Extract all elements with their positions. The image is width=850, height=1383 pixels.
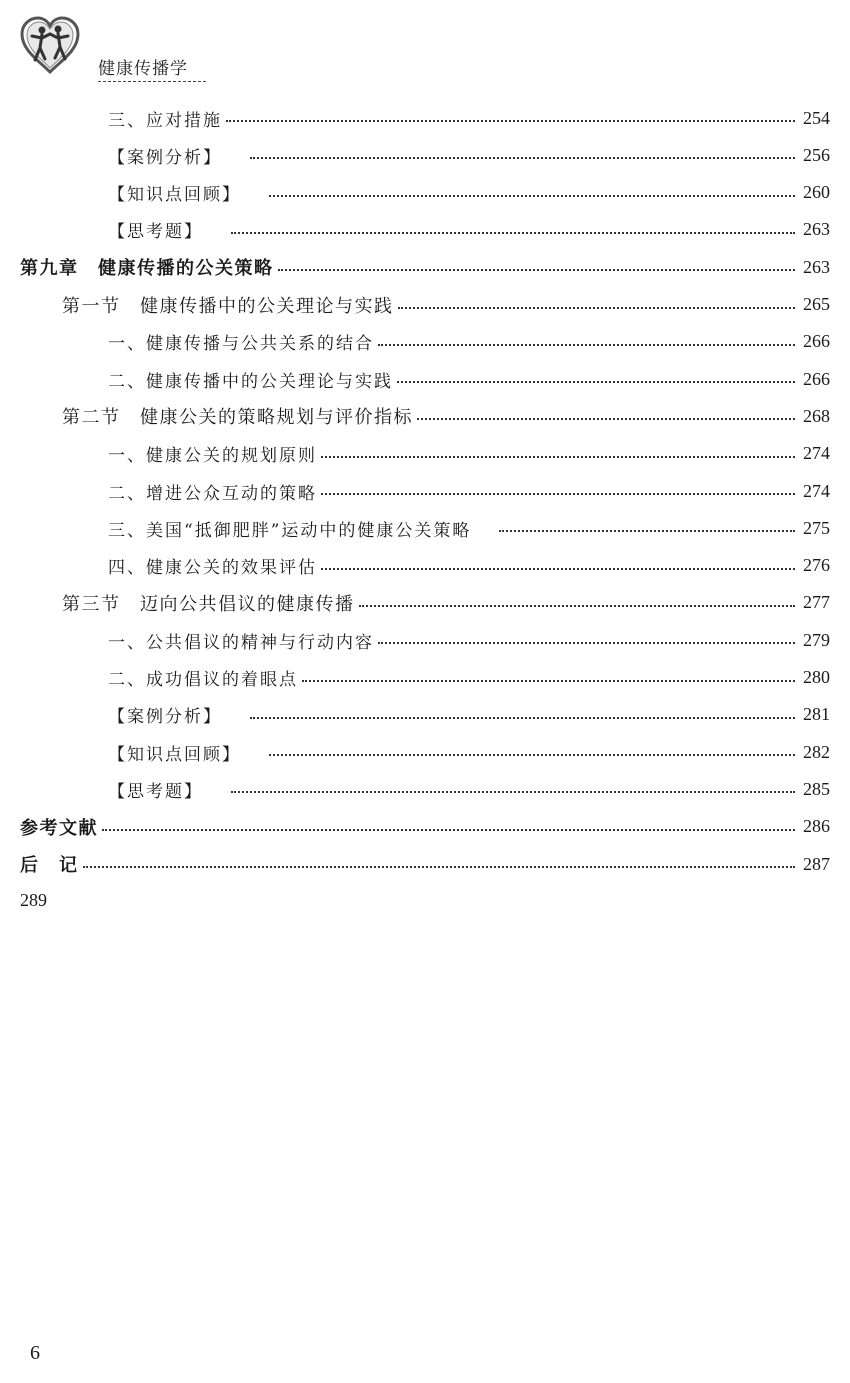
toc-entry-item bbox=[108, 737, 830, 767]
toc-entry-section bbox=[62, 290, 830, 320]
toc-entry-item bbox=[108, 774, 830, 804]
toc-dot-leader bbox=[499, 530, 795, 532]
toc-entry-page-number: 256 bbox=[803, 144, 830, 165]
toc-entry-item bbox=[108, 140, 830, 170]
toc-dot-leader bbox=[226, 120, 795, 122]
toc-entry-page-number: 282 bbox=[803, 741, 830, 762]
toc-dot-leader bbox=[321, 568, 795, 570]
toc-entry-page-number: 265 bbox=[803, 294, 830, 314]
toc-entry-label: 二、增进公众互动的策略 bbox=[108, 483, 317, 504]
toc-dot-leader bbox=[231, 232, 795, 234]
toc-dot-leader bbox=[321, 456, 795, 458]
toc-entry-label: 【知识点回顾】 bbox=[108, 185, 241, 206]
toc-dot-leader bbox=[378, 344, 795, 346]
toc-entry-page-number: 274 bbox=[803, 443, 830, 464]
toc-entry-page-number: 263 bbox=[803, 219, 830, 240]
running-header bbox=[18, 16, 218, 80]
toc-dot-leader bbox=[378, 642, 795, 644]
toc-entry-item bbox=[108, 625, 830, 655]
toc-entry-page-number: 276 bbox=[803, 555, 830, 576]
toc-entry-label: 【案例分析】 bbox=[108, 707, 222, 728]
toc-entry-label: 【知识点回顾】 bbox=[108, 744, 241, 765]
toc-dot-leader bbox=[321, 493, 795, 495]
toc-dot-leader bbox=[231, 791, 795, 793]
toc-entry-page-number: 266 bbox=[803, 368, 830, 389]
toc-entry-label: 四、健康公关的效果评估 bbox=[108, 558, 317, 579]
toc-entry-page-number: 280 bbox=[803, 667, 830, 687]
toc-entry-item bbox=[108, 551, 830, 581]
toc-entry-label: 三、美国“抵御肥胖”运动中的健康公关策略 bbox=[108, 520, 472, 541]
toc-entry-page-number: 277 bbox=[803, 592, 830, 613]
toc-entry-label: 一、健康传播与公共关系的结合 bbox=[108, 334, 374, 355]
toc-dot-leader bbox=[302, 680, 795, 682]
toc-entry-page-number: 275 bbox=[803, 517, 830, 538]
toc-entry-label: 第三节 迈向公共倡议的健康传播 bbox=[62, 593, 355, 615]
toc-entry-page-number: 254 bbox=[803, 107, 830, 128]
toc-entry-page-number: 274 bbox=[803, 480, 830, 501]
toc-entry-page-number: 266 bbox=[803, 331, 830, 352]
toc-entry-chapter bbox=[20, 252, 830, 282]
toc-entry-page-number: 260 bbox=[803, 182, 830, 203]
toc-dot-leader bbox=[417, 418, 795, 420]
toc-entry-page-number: 285 bbox=[803, 778, 830, 799]
toc-entry-label: 【思考题】 bbox=[108, 222, 203, 243]
toc-dot-leader bbox=[250, 717, 795, 719]
toc-entry-section bbox=[62, 588, 830, 618]
toc-entry-section bbox=[62, 401, 830, 431]
toc-entry-item bbox=[108, 178, 830, 208]
toc-entry-label: 参考文献 bbox=[20, 817, 98, 839]
running-header-title: 健康传播学 bbox=[98, 54, 206, 82]
stray-page-number: 289 bbox=[20, 890, 47, 910]
toc-dot-leader bbox=[398, 307, 796, 309]
toc-entry-item bbox=[108, 513, 830, 543]
toc-dot-leader bbox=[83, 866, 796, 868]
toc-dot-leader bbox=[359, 605, 796, 607]
toc-dot-leader bbox=[102, 829, 795, 831]
toc-entry-label: 后 记 bbox=[20, 855, 79, 876]
toc-dot-leader bbox=[278, 269, 796, 271]
toc-entry-page-number: 268 bbox=[803, 405, 830, 426]
toc-entry-item bbox=[108, 364, 830, 394]
toc-entry-label: 【思考题】 bbox=[108, 781, 203, 802]
toc-entry-item bbox=[108, 439, 830, 469]
toc-entry-label: 第一节 健康传播中的公关理论与实践 bbox=[62, 295, 394, 317]
toc-entry-label: 二、健康传播中的公关理论与实践 bbox=[108, 371, 393, 392]
toc-entry-item bbox=[108, 663, 830, 693]
toc-entry-label: 一、公共倡议的精神与行动内容 bbox=[108, 632, 374, 653]
toc-entry-page-number: 286 bbox=[803, 816, 830, 837]
toc-entry-item bbox=[108, 700, 830, 730]
page-folio: 6 bbox=[30, 1342, 40, 1364]
toc-entry-label: 二、成功倡议的着眼点 bbox=[108, 670, 298, 690]
toc-entry-chapter bbox=[20, 849, 830, 879]
toc-entry-item bbox=[108, 215, 830, 245]
toc-entry-page-number: 279 bbox=[803, 629, 830, 650]
heart-figures-logo-icon bbox=[18, 16, 82, 74]
toc-entry-label: 一、健康公关的规划原则 bbox=[108, 446, 317, 467]
toc-entry-page-number: 263 bbox=[803, 256, 830, 277]
toc-entry-label: 【案例分析】 bbox=[108, 147, 222, 168]
toc-entry-label: 三、应对措施 bbox=[108, 110, 222, 131]
toc-entry-item bbox=[108, 327, 830, 357]
toc-entry-label: 第九章 健康传播的公关策略 bbox=[20, 258, 274, 280]
toc-entry-page-number: 281 bbox=[803, 704, 830, 725]
toc-entry-label: 第二节 健康公关的策略规划与评价指标 bbox=[62, 407, 413, 429]
toc-dot-leader bbox=[397, 381, 795, 383]
toc-dot-leader bbox=[269, 195, 795, 197]
toc-entry-chapter bbox=[20, 812, 830, 842]
toc-dot-leader bbox=[269, 754, 795, 756]
toc-entry-page-number: 287 bbox=[803, 853, 830, 874]
toc-dot-leader bbox=[250, 157, 795, 159]
toc-entry-item bbox=[108, 103, 830, 133]
toc-entry-item bbox=[108, 476, 830, 506]
